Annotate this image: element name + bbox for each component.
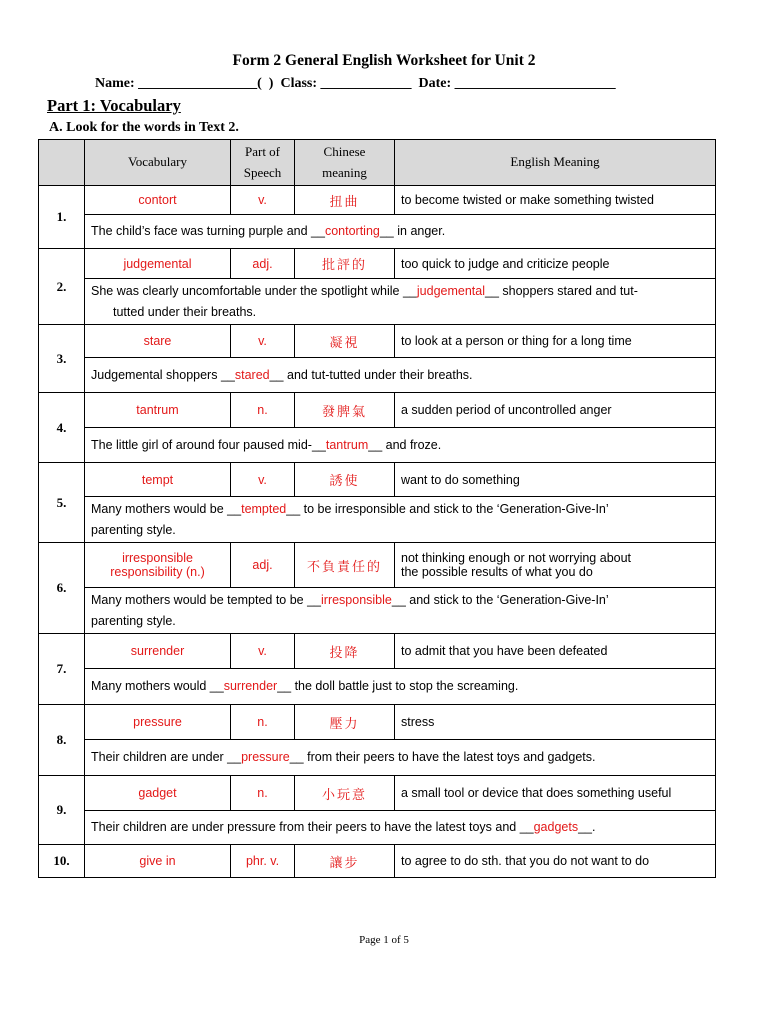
vocab-word: surrender xyxy=(85,634,231,669)
example-sentence-row xyxy=(39,811,716,845)
english-meaning: to admit that you have been defeated xyxy=(395,634,716,669)
worksheet-title: Form 2 General English Worksheet for Unit 2 xyxy=(232,52,536,69)
answer-fill: pressure xyxy=(241,750,290,764)
example-sentence-row xyxy=(39,428,716,463)
vocab-row xyxy=(39,186,716,215)
item-number: 2. xyxy=(39,249,85,325)
item-number: 6. xyxy=(39,543,85,634)
answer-fill: contorting xyxy=(324,224,380,238)
example-sentence-row xyxy=(39,358,716,393)
part-of-speech: n. xyxy=(231,705,295,740)
example-sentence: Judgemental shoppers __stared__ and tut-tutted under their breaths. xyxy=(85,358,716,393)
chinese-meaning: 不負責任的 xyxy=(295,543,395,588)
vocab-row xyxy=(39,543,716,588)
vocab-word: tantrum xyxy=(85,393,231,428)
item-number: 8. xyxy=(39,705,85,776)
vocab-row xyxy=(39,776,716,811)
chinese-meaning: 小玩意 xyxy=(295,776,395,811)
english-meaning: to agree to do sth. that you do not want to do xyxy=(395,845,716,878)
english-meaning: stress xyxy=(395,705,716,740)
chinese-meaning: 凝視 xyxy=(295,325,395,358)
chinese-meaning: 讓步 xyxy=(295,845,395,878)
english-meaning: to become twisted or make something twisted xyxy=(395,186,716,215)
answer-fill: judgemental xyxy=(416,283,485,298)
example-sentence: Many mothers would __surrender__ the doll battle just to stop the screaming. xyxy=(85,669,716,705)
vocab-word: contort xyxy=(85,186,231,215)
chinese-meaning: 壓力 xyxy=(295,705,395,740)
item-number: 1. xyxy=(39,186,85,249)
header-vocabulary: Vocabulary xyxy=(85,140,231,186)
part-of-speech: v. xyxy=(231,325,295,358)
header-part-of-speech: Part of Speech xyxy=(231,140,295,186)
vocab-row xyxy=(39,325,716,358)
vocab-word: judgemental xyxy=(85,249,231,279)
english-meaning: too quick to judge and criticize people xyxy=(395,249,716,279)
vocab-row xyxy=(39,634,716,669)
example-sentence-row xyxy=(39,497,716,543)
answer-fill: irresponsible xyxy=(321,592,392,607)
vocab-row xyxy=(39,463,716,497)
chinese-meaning: 誘使 xyxy=(295,463,395,497)
part-of-speech: n. xyxy=(231,393,295,428)
vocab-row xyxy=(39,705,716,740)
item-number: 10. xyxy=(39,845,85,878)
vocab-row xyxy=(39,845,716,878)
part-of-speech: v. xyxy=(231,186,295,215)
item-number: 9. xyxy=(39,776,85,845)
example-sentence: She was clearly uncomfortable under the spotlight while __judgemental__ shoppers stared and tut- tutted under their breaths. xyxy=(85,279,716,325)
vocab-word: gadget xyxy=(85,776,231,811)
vocab-word: irresponsible responsibility (n.) xyxy=(85,543,231,588)
vocabulary-table xyxy=(38,139,716,878)
vocab-word: give in xyxy=(85,845,231,878)
chinese-meaning: 投降 xyxy=(295,634,395,669)
item-number: 3. xyxy=(39,325,85,393)
header-english-meaning: English Meaning xyxy=(395,140,716,186)
part-heading: Part 1: Vocabulary xyxy=(47,96,181,115)
item-number: 7. xyxy=(39,634,85,705)
part-of-speech: phr. v. xyxy=(231,845,295,878)
vocab-word: pressure xyxy=(85,705,231,740)
english-meaning: want to do something xyxy=(395,463,716,497)
page-number: Page 1 of 5 xyxy=(359,934,409,946)
vocab-word: tempt xyxy=(85,463,231,497)
example-sentence-row xyxy=(39,279,716,325)
chinese-meaning: 扭曲 xyxy=(295,186,395,215)
chinese-meaning: 發脾氣 xyxy=(295,393,395,428)
instruction: A. Look for the words in Text 2. xyxy=(49,120,239,135)
header-number xyxy=(39,140,85,186)
answer-fill: stared xyxy=(234,367,270,382)
example-sentence: Their children are under pressure from their peers to have the latest toys and __gadgets__. xyxy=(85,811,716,845)
vocab-row xyxy=(39,393,716,428)
part-of-speech: adj. xyxy=(231,543,295,588)
example-sentence-row xyxy=(39,215,716,249)
vocab-word: stare xyxy=(85,325,231,358)
example-sentence: Their children are under __pressure__ from their peers to have the latest toys and gadgets. xyxy=(85,740,716,776)
example-sentence-row xyxy=(39,740,716,776)
answer-fill: tempted xyxy=(241,501,287,516)
answer-fill: surrender xyxy=(223,679,278,693)
answer-fill: tantrum xyxy=(325,437,369,452)
header-row xyxy=(39,140,716,186)
example-sentence: Many mothers would be __tempted__ to be irresponsible and stick to the ‘Generation-Give-In’ parenting style. xyxy=(85,497,716,543)
example-sentence: Many mothers would be tempted to be __irresponsible__ and stick to the ‘Generation-Give-In’ parenting style. xyxy=(85,588,716,634)
item-number: 5. xyxy=(39,463,85,543)
student-info-line: Name: _________________( ) Class: _____________ Date: _______________________ xyxy=(95,76,616,91)
english-meaning: a small tool or device that does something useful xyxy=(395,776,716,811)
chinese-meaning: 批評的 xyxy=(295,249,395,279)
item-number: 4. xyxy=(39,393,85,463)
answer-fill: gadgets xyxy=(533,820,579,834)
part-of-speech: adj. xyxy=(231,249,295,279)
part-of-speech: v. xyxy=(231,634,295,669)
example-sentence-row xyxy=(39,588,716,634)
example-sentence-row xyxy=(39,669,716,705)
english-meaning: a sudden period of uncontrolled anger xyxy=(395,393,716,428)
english-meaning: to look at a person or thing for a long time xyxy=(395,325,716,358)
vocab-row xyxy=(39,249,716,279)
example-sentence: The child’s face was turning purple and __contorting__ in anger. xyxy=(85,215,716,249)
header-chinese-meaning: Chinese meaning xyxy=(295,140,395,186)
example-sentence: The little girl of around four paused mid-__tantrum__ and froze. xyxy=(85,428,716,463)
english-meaning: not thinking enough or not worrying about the possible results of what you do xyxy=(395,543,716,588)
part-of-speech: v. xyxy=(231,463,295,497)
part-of-speech: n. xyxy=(231,776,295,811)
